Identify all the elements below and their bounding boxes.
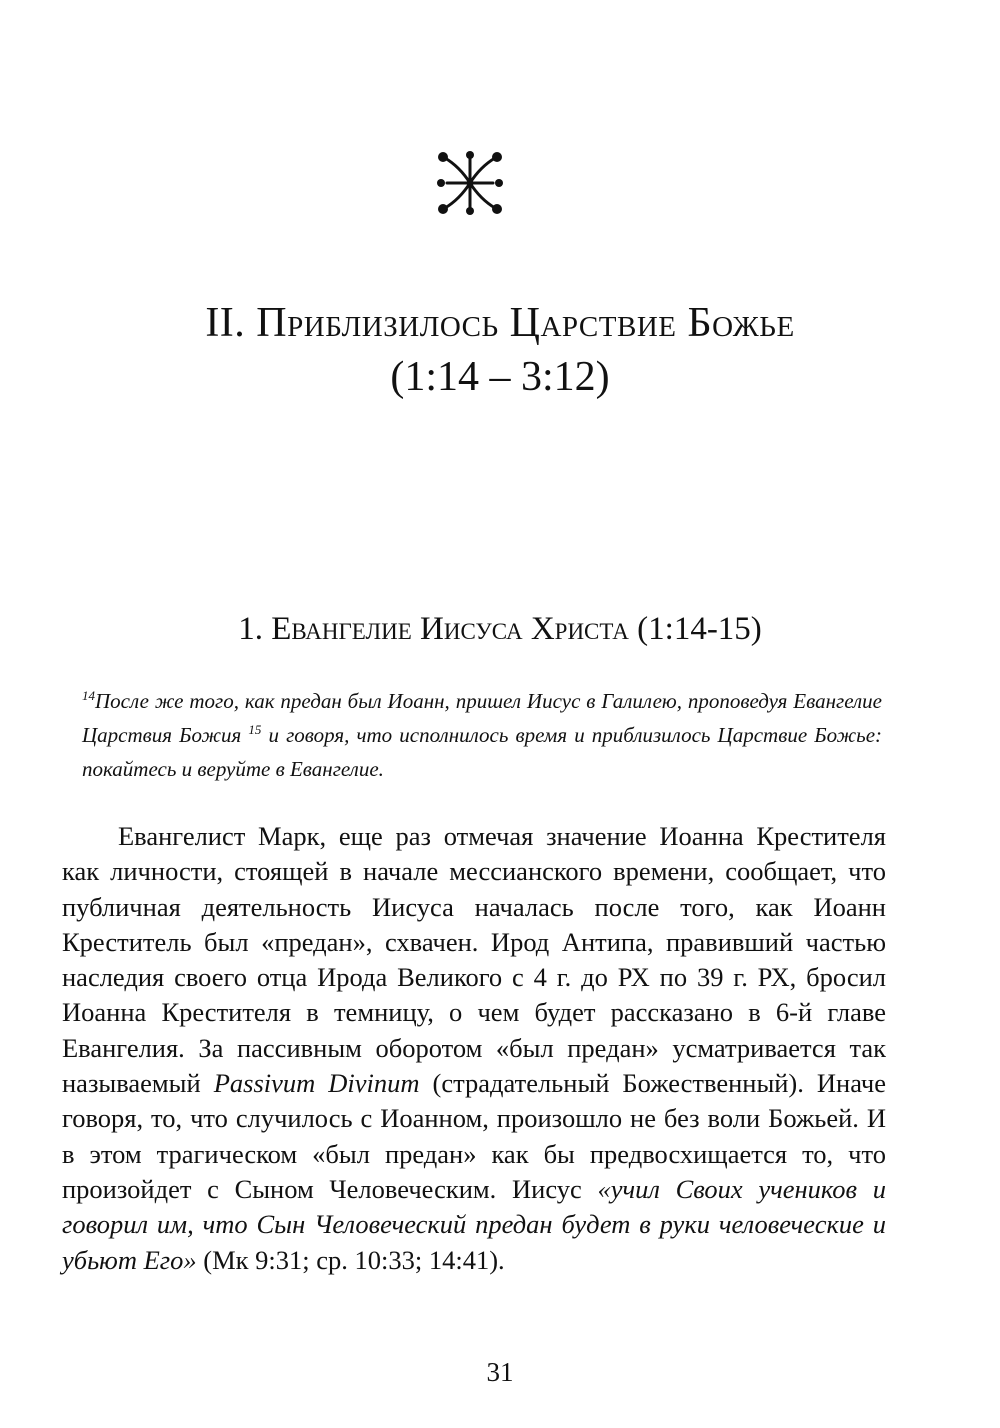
paragraph-reference: (Мк 9:31; ср. 10:33; 14:41). (203, 1244, 505, 1275)
part-title: II. Приблизилось Царствие Божье (205, 300, 795, 346)
fleuron-zhe-icon (433, 150, 507, 216)
scripture-quote (82, 684, 882, 786)
verse-number-15: 15 (248, 722, 262, 737)
verse-14-text: После же того, как предан был Иоанн, пришел Иисус в Галилею, проповедуя Евангелие Царствия Божия (82, 689, 882, 747)
gospel-quote: «учил Своих учеников и говорил им, что Сын Человеческий предан будет в руки человеческие и убьют Его» (62, 1173, 886, 1275)
verse-15-text: и говоря, что исполнилось время и приблизилось Царствие Божье: покайтесь и веруйте в Евангелие. (82, 723, 883, 781)
commentary-paragraph (62, 819, 886, 1278)
latin-term: Passivum Divinum (213, 1068, 420, 1099)
section-title: 1. Евангелие Иисуса Христа (1:14-15) (238, 611, 762, 647)
part-verse-range: (1:14 – 3:12) (390, 354, 610, 400)
paragraph-text-1: Евангелист Марк, еще раз отмечая значение Иоанна Крестителя как личности, стоящей в начале мессианского времени, сообщает, что публичная деятельность Иисуса началась после того, как Иоанн Креститель был «предан», схвачен. Ирод Антипа, правивший частью наследия своего отца Ирода Великого с 4 г. до РХ по 39 г. РХ, бросил Иоанна Крестителя в темницу, о чем будет рассказано в 6-й главе Евангелия. За пассивным оборотом «был предан» усматривается так называемый (62, 821, 886, 1099)
page-number: 31 (486, 1357, 514, 1387)
paragraph-text-2: (страдательный Божественный). Иначе говоря, то, что случилось с Иоанном, произошло не без воли Божьей. И в этом трагическом «был предан» как бы предвосхищается то, что произойдет с Сыном Человеческим. Иисус (62, 1068, 887, 1204)
verse-number-14: 14 (82, 688, 95, 703)
